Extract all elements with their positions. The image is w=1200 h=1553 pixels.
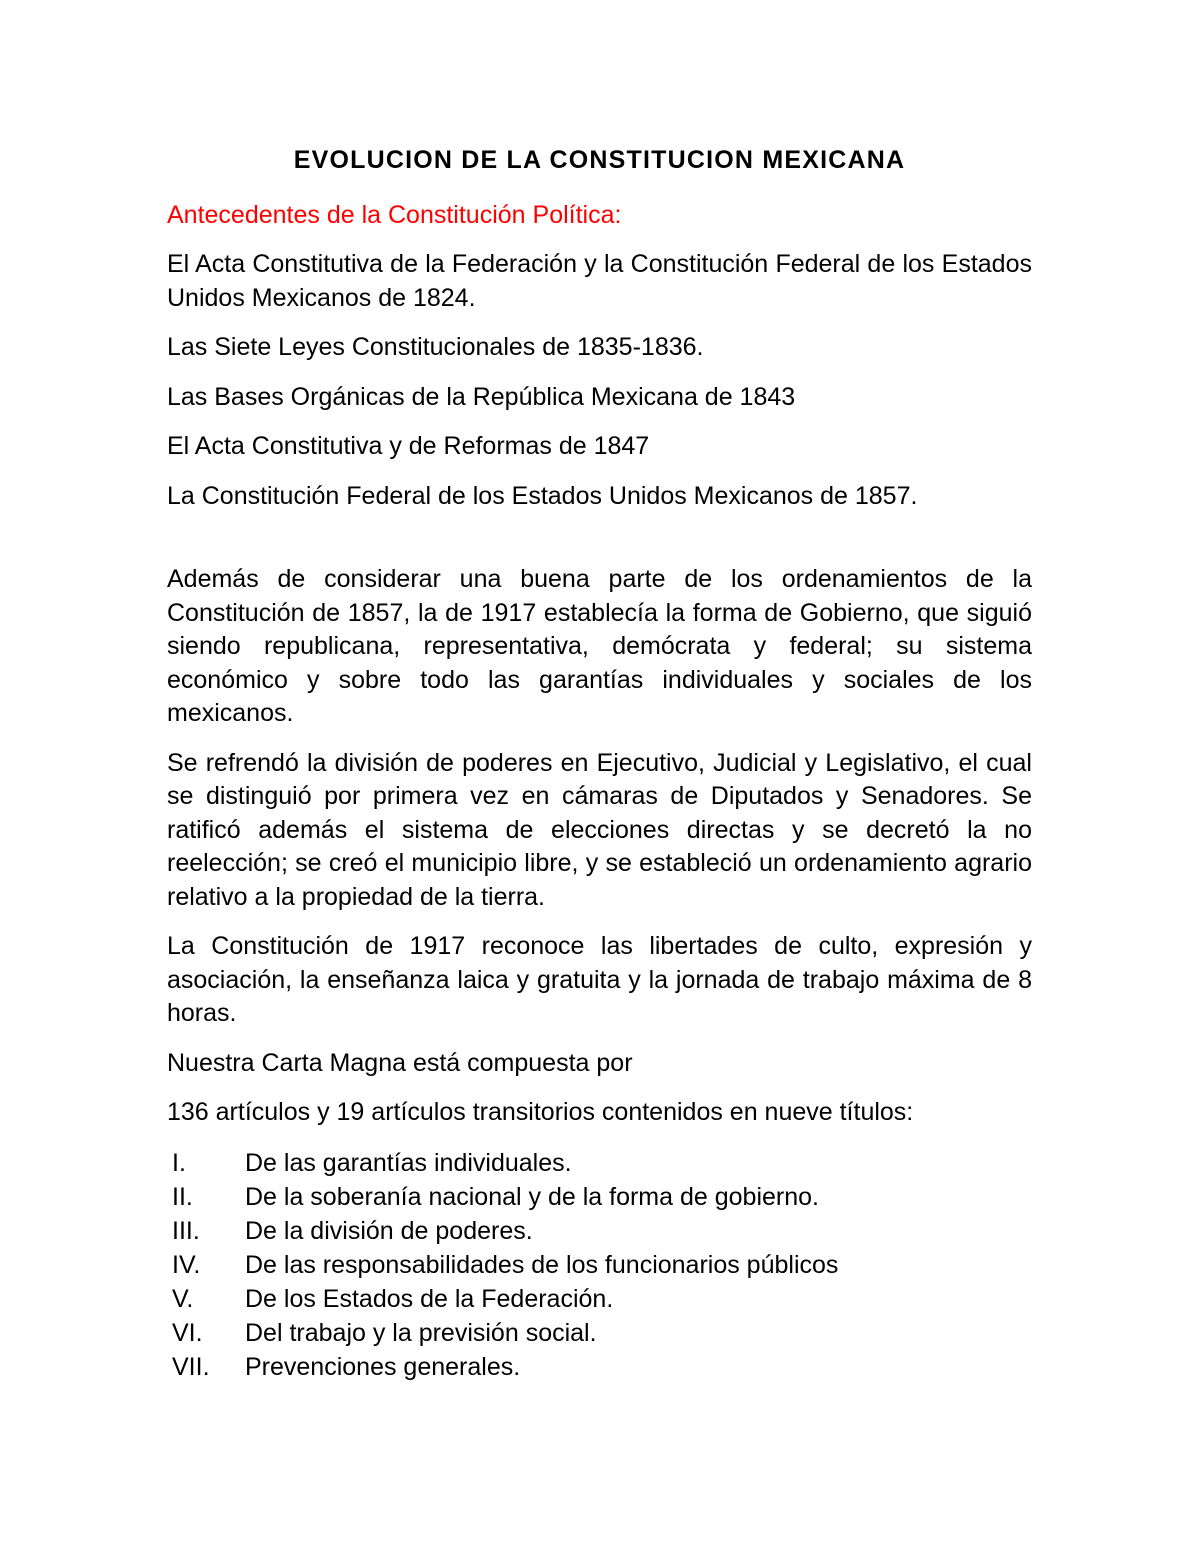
paragraph: Además de considerar una buena parte de los ordenamientos de la Constitución de 1857, la de 1917 establecía la forma de Gobierno, que siguió siendo republicana, representativa, demócrata y federal; su sistema económico y sobre todo las garantías individuales y sociales de los mexicanos. — [167, 565, 1032, 727]
titulo-text: De los Estados de la Federación. — [245, 1284, 614, 1313]
titulo-text: De las responsabilidades de los funcionarios públicos — [245, 1250, 839, 1279]
carta-magna-articles: 136 artículos y 19 artículos transitorios contenidos en nueve títulos: — [167, 1098, 914, 1126]
list-item — [167, 1316, 1032, 1350]
list-item — [167, 1180, 1032, 1214]
antecedente-item: Las Siete Leyes Constitucionales de 1835-1836. — [167, 333, 704, 361]
titulo-text: De la soberanía nacional y de la forma de gobierno. — [245, 1182, 819, 1211]
antecedentes-heading: Antecedentes de la Constitución Política: — [167, 201, 622, 229]
antecedente-item: La Constitución Federal de los Estados Unidos Mexicanos de 1857. — [167, 481, 918, 510]
list-item — [167, 1282, 1032, 1316]
roman-numeral: VI. — [172, 1318, 203, 1347]
roman-numeral: II. — [172, 1182, 193, 1211]
list-item — [167, 1350, 1032, 1384]
titulo-text: Prevenciones generales. — [245, 1352, 521, 1381]
antecedente-item: El Acta Constitutiva de la Federación y la Constitución Federal de los Estados Unidos Mexicanos de 1824. — [167, 250, 1032, 312]
document-page — [167, 140, 1032, 1384]
list-item — [167, 1146, 1032, 1180]
paragraph: La Constitución de 1917 reconoce las libertades de culto, expresión y asociación, la enseñanza laica y gratuita y la jornada de trabajo máxima de 8 horas. — [167, 932, 1032, 1027]
paragraph: Se refrendó la división de poderes en Ejecutivo, Judicial y Legislativo, el cual se distinguió por primera vez en cámaras de Diputados y Senadores. Se ratificó además el sistema de elecciones directas y se decretó la no reelección; se creó el municipio libre, y se estableció un ordenamiento agrario relativo a la propiedad de la tierra. — [167, 748, 1032, 911]
titulo-text: De las garantías individuales. — [245, 1148, 572, 1177]
antecedente-item: Las Bases Orgánicas de la República Mexicana de 1843 — [167, 382, 796, 411]
titulo-text: De la división de poderes. — [245, 1216, 533, 1245]
titulos-list — [167, 1146, 1032, 1384]
blank-line — [167, 529, 1032, 563]
list-item — [167, 1248, 1032, 1282]
titulo-text: Del trabajo y la previsión social. — [245, 1318, 597, 1347]
roman-numeral: V. — [172, 1284, 194, 1313]
roman-numeral: VII. — [172, 1352, 210, 1381]
roman-numeral: I. — [172, 1148, 186, 1177]
carta-magna-intro: Nuestra Carta Magna está compuesta por — [167, 1048, 633, 1077]
roman-numeral: IV. — [172, 1250, 201, 1279]
document-title: EVOLUCION DE LA CONSTITUCION MEXICANA — [293, 146, 906, 174]
roman-numeral: III. — [172, 1216, 200, 1245]
antecedente-item: El Acta Constitutiva y de Reformas de 1847 — [167, 432, 650, 460]
list-item — [167, 1214, 1032, 1248]
